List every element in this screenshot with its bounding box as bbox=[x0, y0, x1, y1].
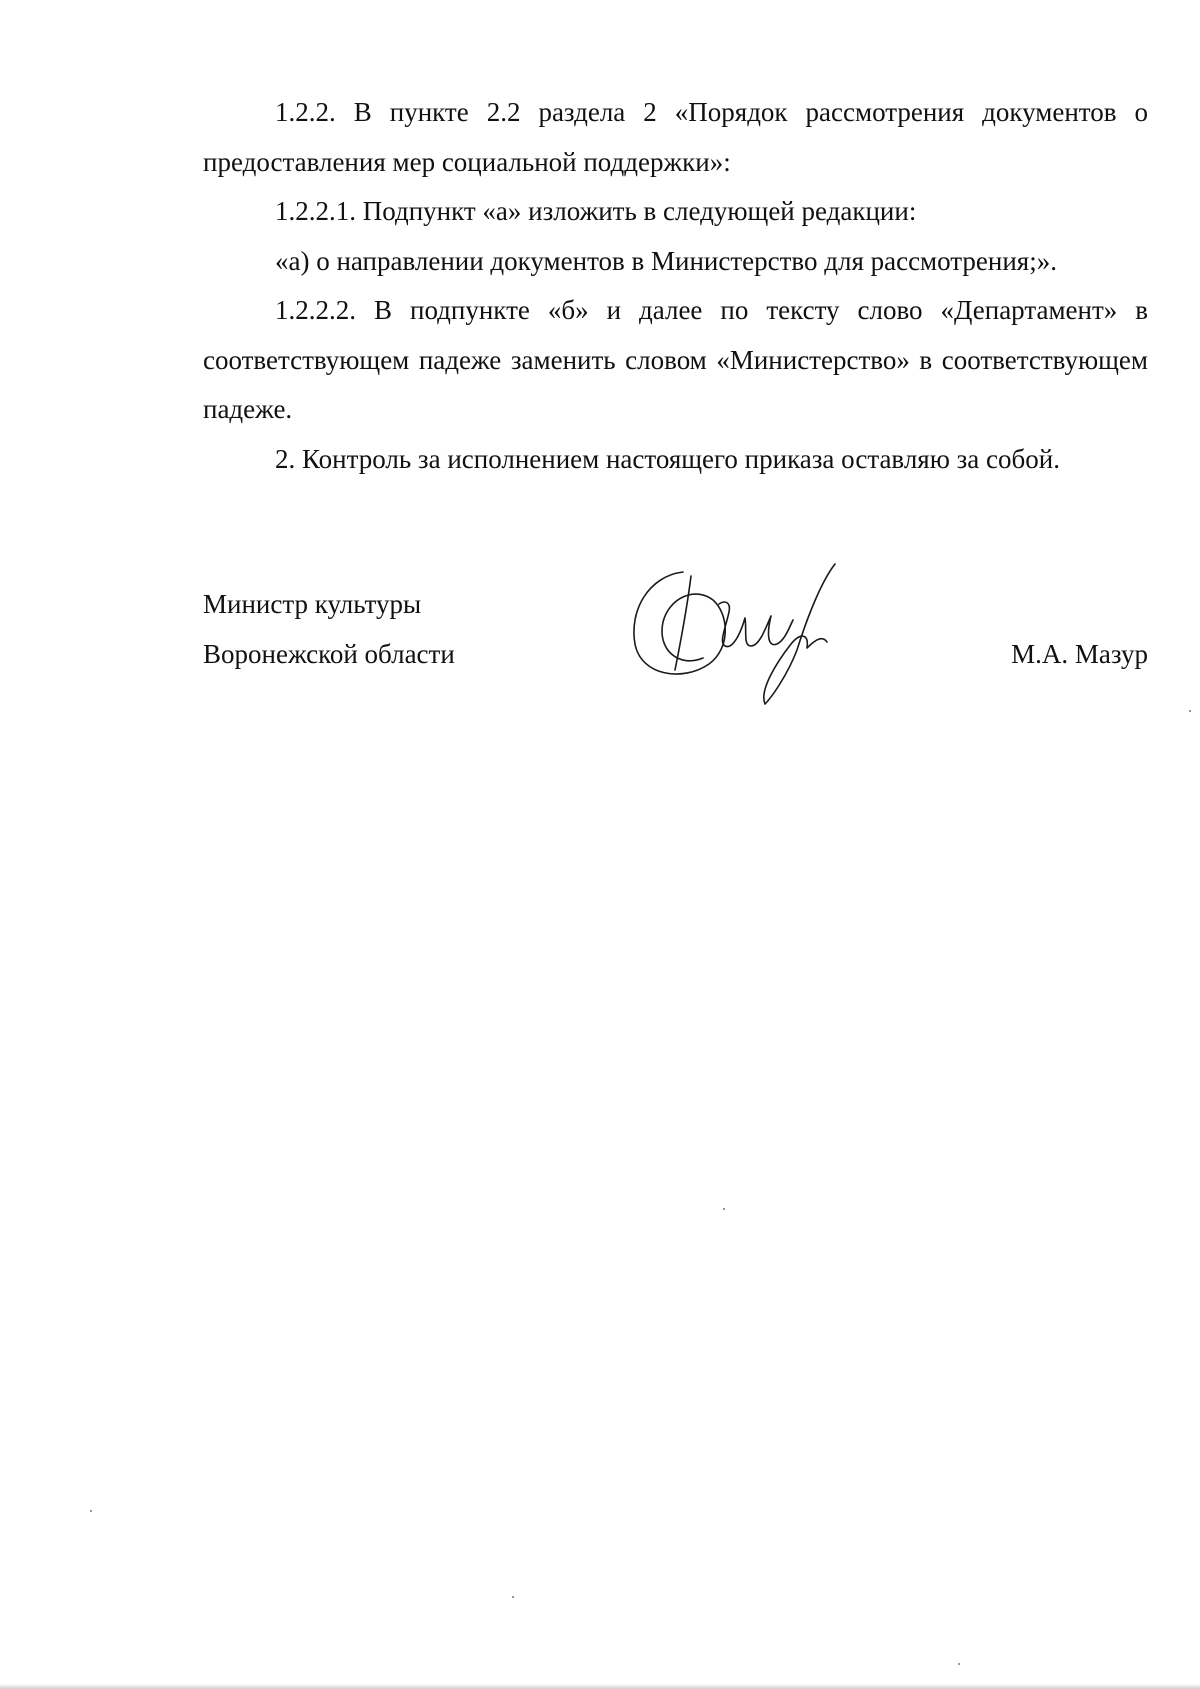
scan-speck bbox=[723, 1208, 725, 1210]
signatory-name: М.А. Мазур bbox=[1011, 638, 1148, 669]
scan-bottom-edge bbox=[0, 1684, 1200, 1689]
paragraph-1-2-2-1: 1.2.2.1. Подпункт «а» изложить в следующей редакции: bbox=[275, 196, 917, 226]
scan-speck bbox=[958, 1663, 960, 1665]
signatory-position bbox=[203, 580, 455, 679]
paragraph-1-2-2-2: 1.2.2.2. В подпункте «б» и далее по тексту слово «Департамент» в соответствующем падеже заменить словом «Министерство» в соответствующем падеже. bbox=[203, 295, 1148, 424]
signature-loop-stroke bbox=[634, 572, 725, 674]
signatory-position-line-2: Воронежской области bbox=[203, 638, 455, 669]
signature-block bbox=[203, 580, 1148, 700]
document-body bbox=[203, 88, 1148, 484]
signatory-position-line-1: Министр культуры bbox=[203, 589, 422, 619]
signature-stem-stroke bbox=[675, 576, 691, 670]
signature-tail-stroke bbox=[764, 564, 835, 704]
scan-speck bbox=[1189, 710, 1191, 712]
scan-speck bbox=[90, 1510, 92, 1512]
paragraph-1-2-2: 1.2.2. В пункте 2.2 раздела 2 «Порядок рассмотрения документов о предоставления мер социальной поддержки»: bbox=[203, 97, 1148, 177]
paragraph-2-control: 2. Контроль за исполнением настоящего приказа оставляю за собой. bbox=[275, 443, 1060, 474]
scan-speck bbox=[512, 1596, 514, 1598]
handwritten-signature bbox=[621, 558, 851, 706]
paragraph-subitem-a: «а) о направлении документов в Министерство для рассмотрения;». bbox=[275, 245, 1057, 276]
signature-letter-stroke bbox=[719, 602, 793, 646]
